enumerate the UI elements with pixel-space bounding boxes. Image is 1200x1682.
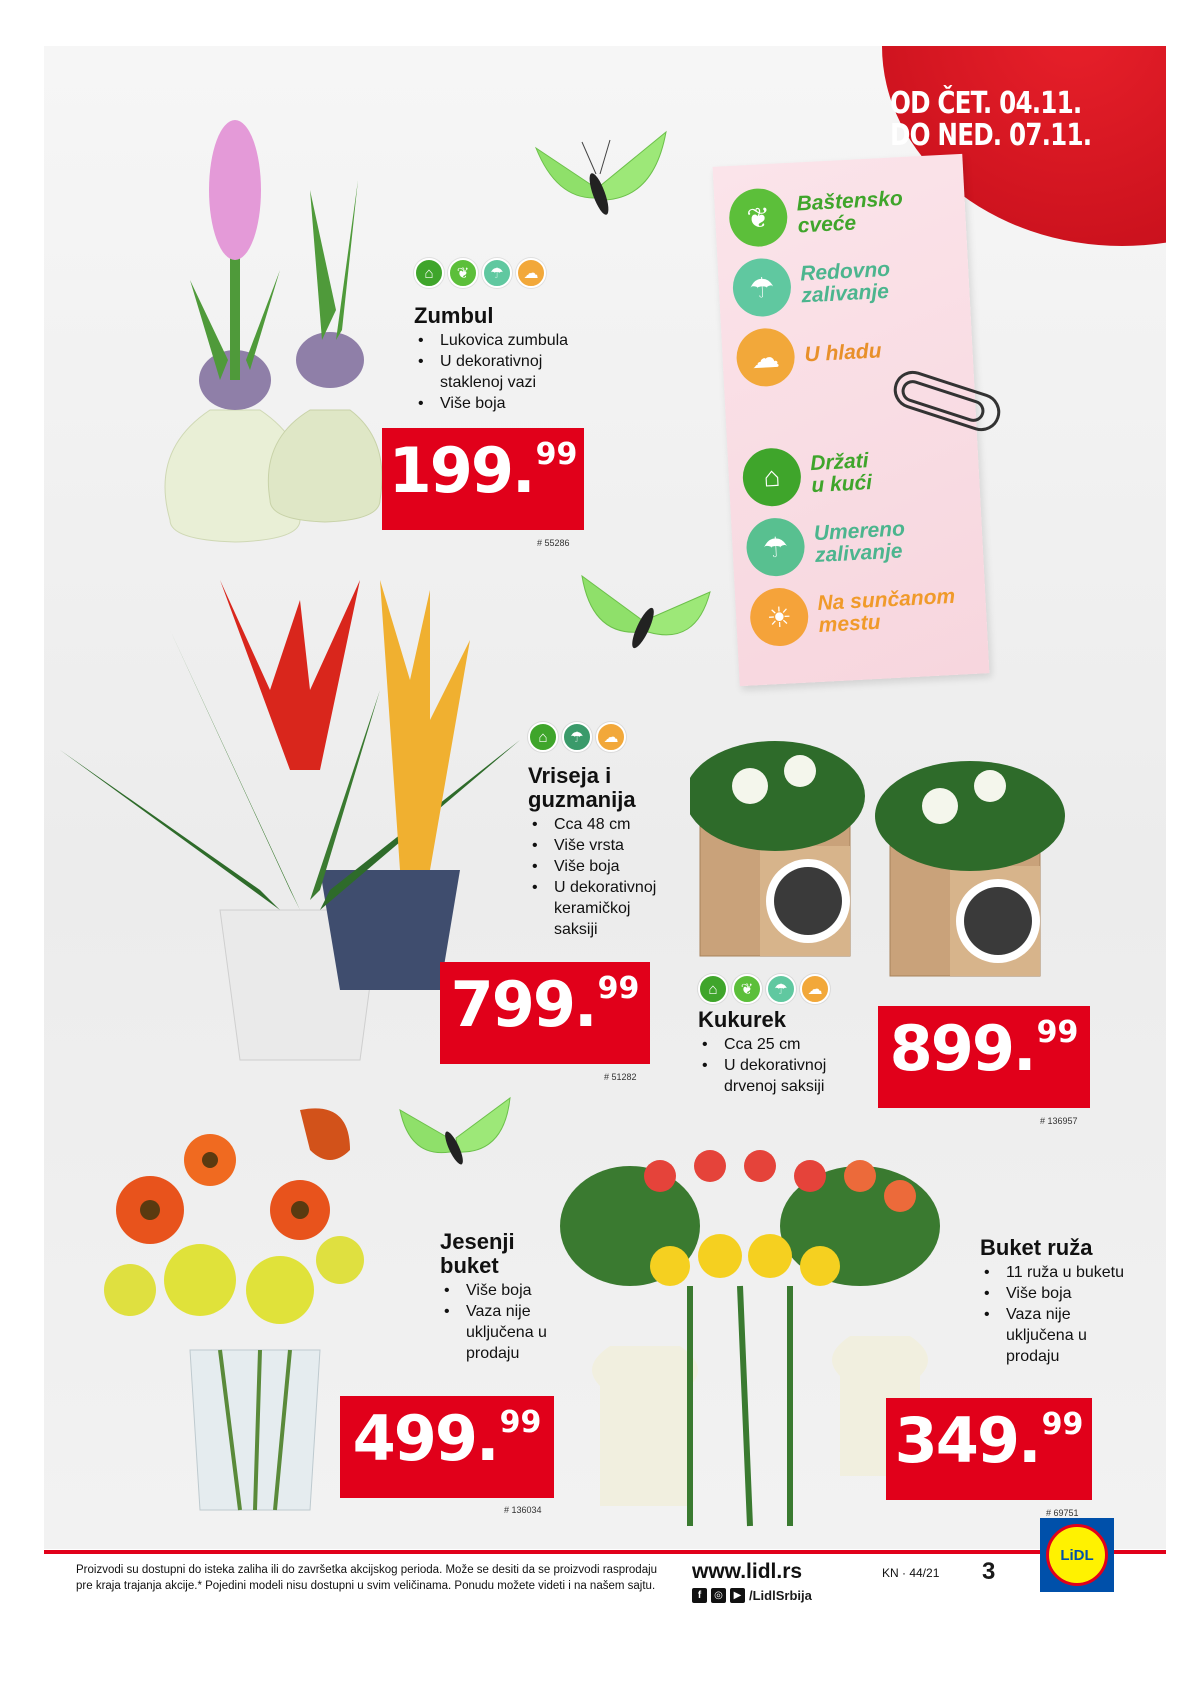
house-icon: ⌂ [698, 974, 728, 1004]
sprout-icon: ❦ [448, 258, 478, 288]
price-decimal: 99 [535, 437, 578, 472]
legend-label: mestu [818, 610, 882, 637]
legend-item-shade [735, 322, 883, 388]
sun-icon: ☀ [749, 587, 810, 648]
feature: • Cca 48 cm [528, 814, 678, 835]
product-name: Zumbul [414, 303, 494, 328]
product-name-line: guzmanija [528, 787, 636, 812]
product-code: # 51282 [604, 1072, 637, 1082]
legend-label: U hladu [803, 339, 883, 367]
instagram-icon[interactable]: ◎ [711, 1588, 726, 1603]
legend-item-moderate-watering [745, 511, 907, 577]
website-link[interactable]: www.lidl.rs [692, 1560, 803, 1583]
hellebore-image [690, 716, 1090, 996]
lidl-logo [1040, 1518, 1114, 1592]
feature: • 11 ruža u buketu [980, 1262, 1130, 1283]
feature: • U dekorativnoj drvenoj saksiji [698, 1055, 878, 1097]
hyacinth-image [150, 110, 390, 550]
watering-can-icon: ☂ [766, 974, 796, 1004]
youtube-icon[interactable]: ▶ [730, 1588, 745, 1603]
feature: • Više boja [528, 856, 678, 877]
product-name-line: Vriseja i [528, 763, 612, 788]
legend-item-regular-watering [731, 252, 892, 318]
social-links [692, 1588, 812, 1603]
product-code: # 69751 [1046, 1508, 1079, 1518]
price-integer: 899. [889, 1012, 1035, 1085]
house-icon: ⌂ [528, 722, 558, 752]
cloud-sun-icon: ☁ [516, 258, 546, 288]
house-icon: ⌂ [741, 447, 802, 508]
product-code: # 136957 [1040, 1116, 1078, 1126]
legend-label: zalivanje [814, 539, 904, 568]
price-decimal: 99 [1041, 1407, 1084, 1442]
feature: • Lukovica zumbula [414, 330, 594, 351]
product-features [980, 1262, 1130, 1367]
watering-can-icon: ☂ [745, 517, 806, 578]
legend-item-sunny [749, 579, 957, 648]
legend-label: zalivanje [800, 279, 890, 308]
legend-label: u kući [810, 471, 873, 498]
watering-can-icon: ☂ [731, 257, 792, 318]
feature: • Vaza nije uključena u prodaju [980, 1304, 1130, 1367]
sprout-icon: ❦ [728, 187, 789, 248]
care-icons-kukurek [698, 974, 830, 1004]
facebook-icon[interactable]: f [692, 1588, 707, 1603]
product-features [528, 814, 678, 940]
product-features [414, 330, 594, 414]
house-icon: ⌂ [414, 258, 444, 288]
product-code: # 55286 [537, 538, 570, 548]
legend-label: Na sunčanom [816, 584, 956, 615]
butterfly-icon [576, 566, 716, 666]
product-name: Kukurek [698, 1007, 787, 1032]
price-tag [878, 1006, 1090, 1108]
price-decimal: 99 [499, 1405, 542, 1440]
legend-label: Držati [809, 449, 870, 476]
price-integer: 349. [894, 1404, 1040, 1477]
feature: • Više vrsta [528, 835, 678, 856]
product-features [698, 1034, 878, 1097]
cloud-sun-icon: ☁ [735, 327, 796, 388]
legend-label: cveće [797, 211, 857, 238]
product-name: Buket ruža [980, 1235, 1093, 1260]
price-tag [886, 1398, 1092, 1500]
legend-label: Baštensko [796, 187, 904, 216]
legend-item-garden [728, 181, 905, 248]
footer-disclaimer: Proizvodi su dostupni do isteka zaliha ili do završetka akcijskog perioda. Može se desiti da se proizvodi rasprodaju pre kraja trajanja akcije.* Pojedini modeli nisu dostupni u svim veličinama. Ponudu možete videti i na našem sajtu. [76, 1564, 658, 1592]
feature: • Cca 25 cm [698, 1034, 878, 1055]
footer-divider [44, 1550, 1166, 1554]
price-tag [440, 962, 650, 1064]
product-name [528, 764, 636, 812]
watering-can-icon: ☂ [482, 258, 512, 288]
page-number: 3 [982, 1558, 996, 1585]
legend-label: Redovno [799, 257, 891, 286]
feature: • U dekorativnoj keramičkoj saksiji [528, 877, 678, 940]
feature: • U dekorativnoj staklenoj vazi [414, 351, 594, 393]
price-integer: 499. [352, 1402, 498, 1475]
validity-dates [890, 88, 1091, 152]
edition-code: KN · 44/21 [882, 1566, 940, 1580]
product-name-line: buket [440, 1253, 499, 1278]
watering-can-icon: ☂ [562, 722, 592, 752]
butterfly-icon [396, 1094, 516, 1184]
price-tag [382, 428, 584, 530]
product-code: # 136034 [504, 1505, 542, 1515]
price-tag [340, 1396, 554, 1498]
price-decimal: 99 [597, 971, 640, 1006]
price-integer: 199. [388, 434, 534, 507]
sprout-icon: ❦ [732, 974, 762, 1004]
validity-start: OD ČET. 04.11. [890, 86, 1082, 121]
social-handle[interactable]: /LidlSrbija [749, 1588, 812, 1603]
lidl-logo-text: LiDL [1046, 1524, 1108, 1586]
feature: • Više boja [980, 1283, 1130, 1304]
legend-label: Umereno [813, 517, 906, 546]
price-integer: 799. [450, 968, 596, 1041]
feature: • Više boja [440, 1280, 570, 1301]
cloud-sun-icon: ☁ [800, 974, 830, 1004]
feature: • Vaza nije uključena u prodaju [440, 1301, 570, 1364]
price-decimal: 99 [1036, 1015, 1079, 1050]
product-name-line: Jesenji [440, 1229, 515, 1254]
product-name [440, 1230, 515, 1278]
cloud-sun-icon: ☁ [596, 722, 626, 752]
feature: • Više boja [414, 393, 594, 414]
care-icons-zumbul [414, 258, 546, 288]
butterfly-icon [526, 128, 676, 238]
validity-end: DO NED. 07.11. [890, 118, 1092, 153]
legend-item-indoor [741, 443, 873, 508]
care-icons-vriseja [528, 722, 626, 752]
